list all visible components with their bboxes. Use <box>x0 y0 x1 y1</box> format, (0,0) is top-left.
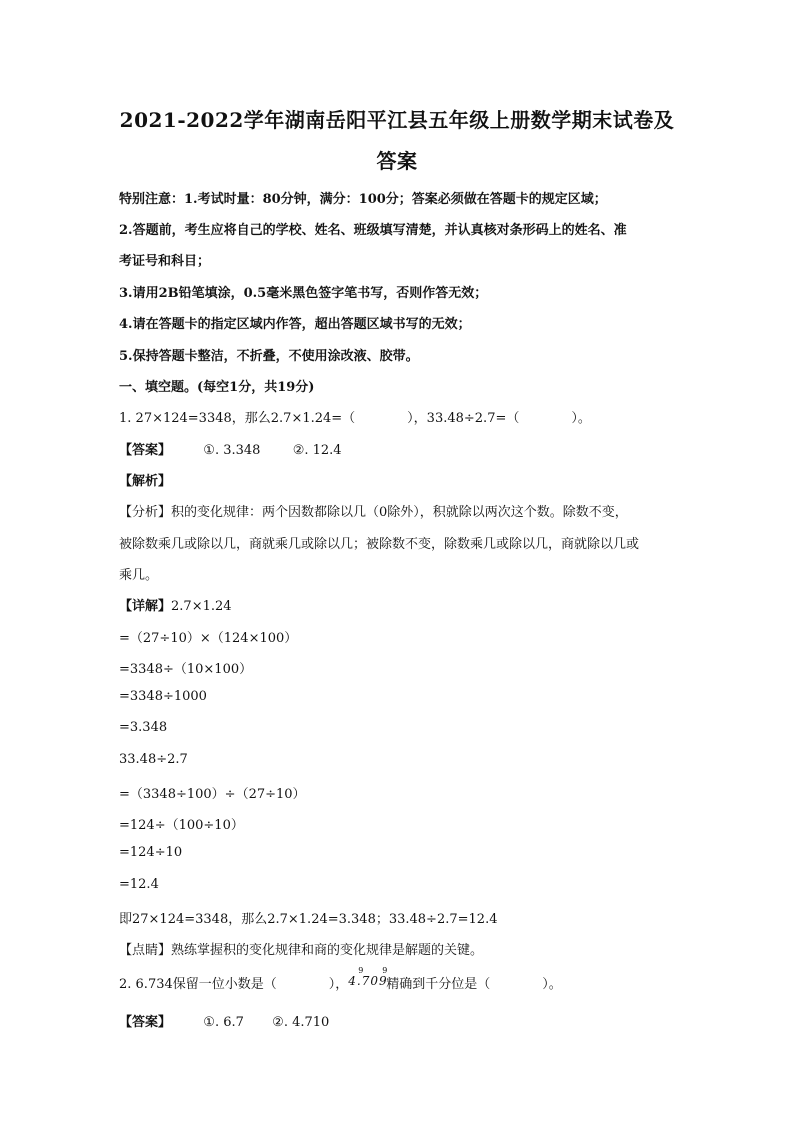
dianjing-line: 【点睛】熟练掌握积的变化规律和商的变化规律是解题的关键。 <box>119 943 484 958</box>
note-2a: 2.答题前，考生应将自己的学校、姓名、班级填写清楚，并认真核对条形码上的姓名、准 <box>119 223 627 238</box>
detail-expression: 2.7×1.24 <box>171 599 232 614</box>
question-2-text-a: 2. 6.734保留一位小数是（ ）， <box>119 977 349 992</box>
note-2b: 考证号和科目； <box>119 254 211 269</box>
step-line: =124÷10 <box>119 845 183 860</box>
section-heading: 一、填空题。(每空1分，共19分) <box>119 380 315 395</box>
step-line: =3348÷1000 <box>119 689 207 704</box>
detail-line <box>119 595 699 614</box>
note-1: 特别注意：1.考试时量：80分钟，满分：100分；答案必须做在答题卡的规定区域； <box>119 192 607 207</box>
repeat-dot-2: 9 <box>382 966 388 975</box>
step-line: =3.348 <box>119 720 168 735</box>
answer-row-1 <box>119 439 699 458</box>
answer-tag: 【答案】 <box>119 1015 172 1030</box>
question-text: 27×124=3348，那么2.7×1.24=（ ），33.48÷2.7=（ ）。 <box>135 411 591 426</box>
question-2-text-b: 精确到千分位是（ ）。 <box>386 977 562 992</box>
note-5: 5.保持答题卡整洁，不折叠，不使用涂改液、胶带。 <box>119 349 419 364</box>
fenxi-line-3: 乘几。 <box>119 568 159 583</box>
step-line-summary: 即27×124=3348，那么2.7×1.24=3.348；33.48÷2.7=12.4 <box>119 912 498 927</box>
step-line: =3348÷（10×100） <box>119 662 253 677</box>
step-line: =（3348÷100）÷（27÷10） <box>119 787 306 802</box>
answer-1: ①. 3.348 <box>203 443 261 458</box>
fenxi-line-2: 被除数乘几或除以几，商就乘几或除以几；被除数不变，除数乘几或除以几，商就除以几或 <box>119 537 640 552</box>
answer-tag: 【答案】 <box>119 443 172 458</box>
note-4: 4.请在答题卡的指定区域内作答，超出答题区域书写的无效； <box>119 317 471 332</box>
exam-title-line1: 2021-2022学年湖南岳阳平江县五年级上册数学期末试卷及 <box>119 108 675 132</box>
repeat-dot-1: 9 <box>358 966 364 975</box>
exam-title-line2: 答案 <box>376 149 418 173</box>
question-1 <box>119 407 699 426</box>
note-3: 3.请用2B铅笔填涂，0.5毫米黑色签字笔书写，否则作答无效； <box>119 286 488 301</box>
answer-row-2 <box>119 1011 699 1030</box>
step-line: =（27÷10）×（124×100） <box>119 631 298 646</box>
step-line: =124÷（100÷10） <box>119 818 244 833</box>
repeating-decimal-base: 4.709 <box>348 974 388 988</box>
answer-1: ①. 6.7 <box>203 1015 244 1030</box>
fenxi-line-1: 【分析】积的变化规律：两个因数都除以几（0除外），积就除以两次这个数。除数不变， <box>119 505 628 520</box>
repeating-decimal <box>348 966 388 988</box>
question-number: 1. <box>119 411 132 426</box>
analysis-tag: 【解析】 <box>119 474 172 489</box>
step-line: =12.4 <box>119 877 159 892</box>
detail-tag: 【详解】 <box>119 599 172 614</box>
answer-2: ②. 12.4 <box>292 443 342 458</box>
answer-2: ②. 4.710 <box>272 1015 330 1030</box>
step-line: 33.48÷2.7 <box>119 752 188 767</box>
question-2 <box>119 966 699 992</box>
